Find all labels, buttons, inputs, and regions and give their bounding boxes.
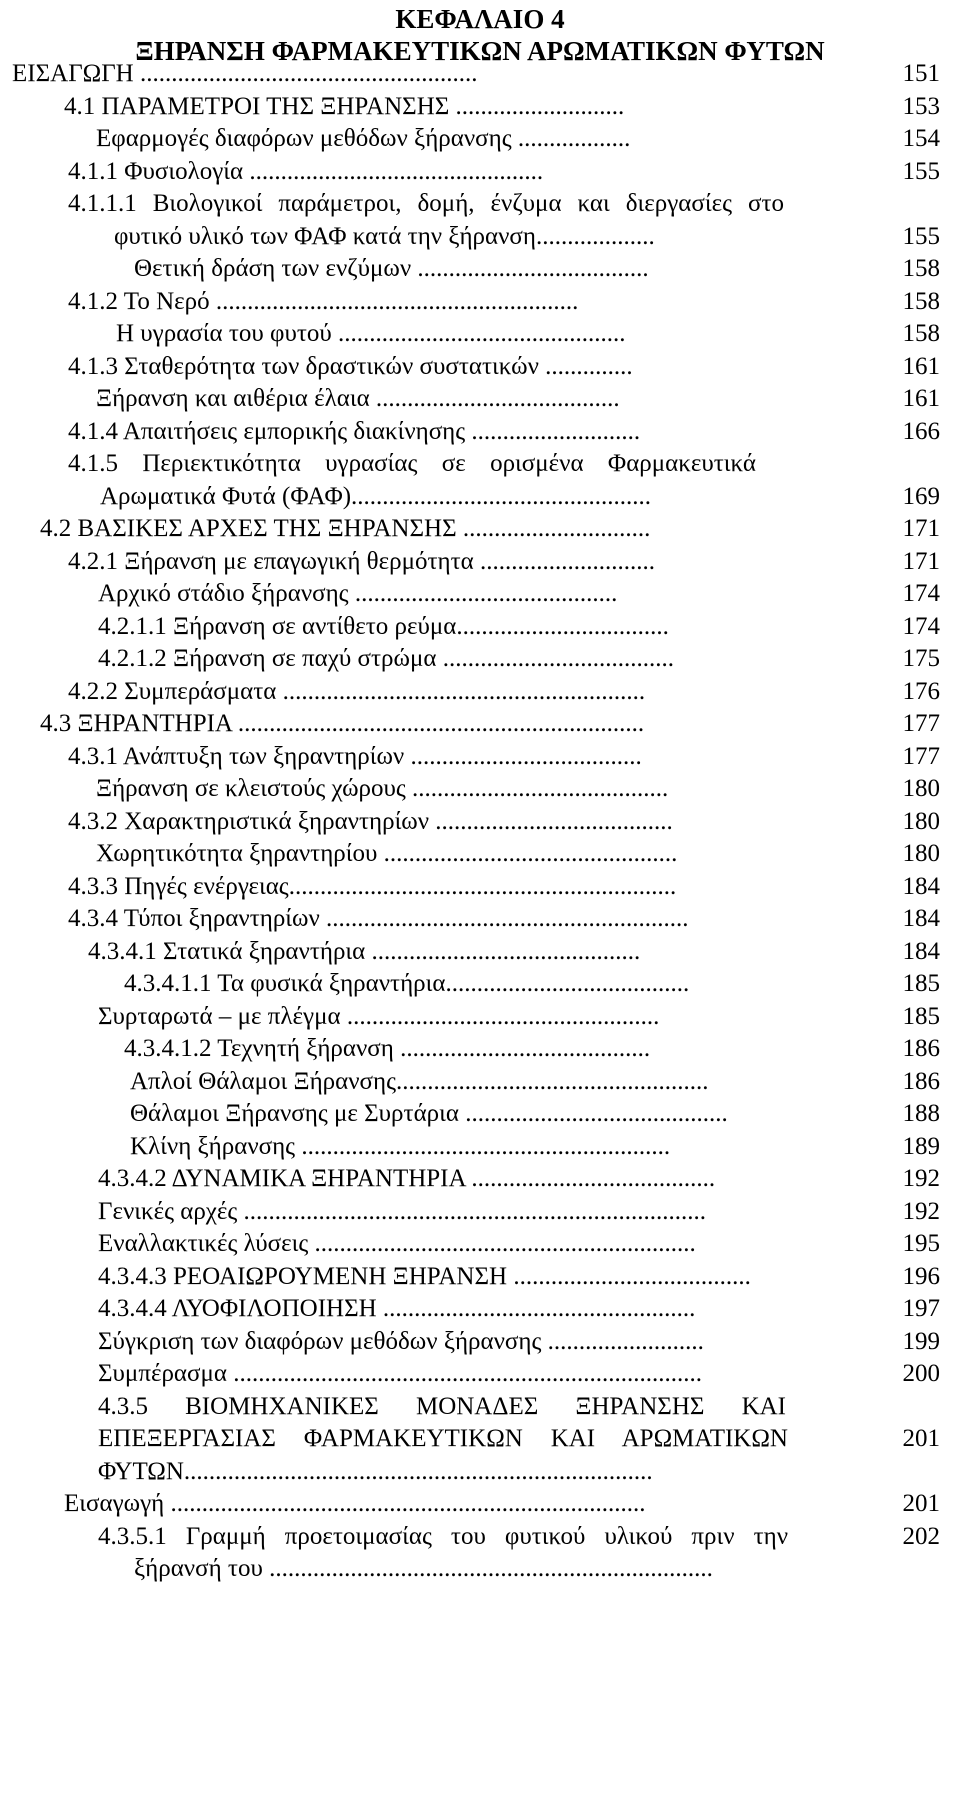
- toc-entry-page: 186: [902, 1067, 940, 1095]
- toc-entry-title: 4.1.5 Περιεκτικότητα υγρασίας σε ορισμένα Φαρμακευτικά: [68, 450, 756, 477]
- toc-entry-page: 185: [902, 1002, 940, 1030]
- toc-entry-page: 180: [902, 807, 940, 835]
- toc-entry-title: ΕΠΕΞΕΡΓΑΣΙΑΣ ΦΑΡΜΑΚΕΥΤΙΚΩΝ ΚΑΙ ΑΡΩΜΑΤΙΚΩΝ: [98, 1425, 788, 1452]
- toc-entry-page: 158: [902, 320, 940, 347]
- toc-entry-title: Εναλλακτικές λύσεις .............................................................: [98, 1230, 696, 1257]
- toc-entry-page: 161: [902, 385, 940, 412]
- toc-entry-title: 4.3.4.2 ΔΥΝΑΜΙΚΑ ΞΗΡΑΝΤΗΡΙΑ .......................................: [98, 1165, 716, 1192]
- toc-entry-title: 4.3.4.1.1 Τα φυσικά ξηραντήρια.......................................: [124, 970, 690, 997]
- toc-entry: [0, 1293, 960, 1326]
- toc-entry-title: Απλοί Θάλαμοι Ξήρανσης..................................................: [130, 1067, 709, 1095]
- toc-entry-page: 186: [902, 1035, 940, 1062]
- toc-entry: [0, 351, 960, 384]
- toc-entry-page: 176: [902, 677, 940, 705]
- toc-entry-page: 166: [902, 417, 940, 445]
- toc-entry-page: 184: [902, 872, 940, 900]
- toc-entry-page: 154: [902, 125, 940, 152]
- toc-entry-page: 200: [902, 1360, 940, 1387]
- toc-entry-title: 4.3.4.3 ΡΕΟΑΙΩΡΟΥΜΕΝΗ ΞΗΡΑΝΣΗ ......................................: [98, 1262, 751, 1290]
- toc-entry: [0, 611, 960, 644]
- toc-entry-title: Συμπέρασμα ...........................................................................: [98, 1360, 703, 1387]
- toc-entry-page: 174: [902, 580, 940, 607]
- toc-entry-page: 201: [902, 1425, 940, 1452]
- toc-entry: [0, 448, 960, 481]
- toc-entry: [0, 968, 960, 1001]
- toc-entry: [0, 58, 960, 91]
- toc-entry: [0, 1228, 960, 1261]
- toc-entry: [0, 1521, 960, 1554]
- toc-entry-title: Γενικές αρχές ..........................................................................: [98, 1197, 707, 1225]
- toc-entry-page: 158: [902, 287, 940, 315]
- toc-entry: [0, 708, 960, 741]
- toc-entry-title: 4.3 ΞΗΡΑΝΤΗΡΙΑ .................................................................: [40, 710, 645, 737]
- toc-entry: [0, 1553, 960, 1586]
- toc-entry: [0, 1488, 960, 1521]
- toc-entry-title: Εισαγωγή ............................................................................: [64, 1490, 646, 1517]
- toc-entry: [0, 1098, 960, 1131]
- toc-entry: [0, 1326, 960, 1359]
- toc-entry: [0, 156, 960, 189]
- toc-entry-title: φυτικό υλικό των ΦΑΦ κατά την ξήρανση...................: [114, 222, 655, 250]
- toc-entry-title: 4.2 ΒΑΣΙΚΕΣ ΑΡΧΕΣ ΤΗΣ ΞΗΡΑΝΣΗΣ ..............................: [40, 515, 651, 542]
- toc-entry-page: 175: [902, 645, 940, 672]
- toc-entry: [0, 546, 960, 579]
- toc-entry-title: 4.1.4 Απαιτήσεις εμπορικής διακίνησης ...........................: [68, 417, 641, 445]
- toc-entry-title: Συρταρωτά – με πλέγμα ..................................................: [98, 1002, 660, 1030]
- toc-entry-title: Ξήρανση και αιθέρια έλαια .......................................: [96, 385, 620, 412]
- toc-entry-title: Ξήρανση σε κλειστούς χώρους .........................................: [96, 775, 669, 802]
- toc-entry: [0, 1196, 960, 1229]
- toc-entry: [0, 1391, 960, 1424]
- toc-entry-page: 153: [902, 92, 940, 120]
- toc-entry-page: 180: [902, 840, 940, 867]
- table-of-contents: [0, 58, 960, 1586]
- toc-entry-title: 4.3.3 Πηγές ενέργειας..............................................................: [68, 872, 677, 900]
- toc-entry-title: Αρωματικά Φυτά (ΦΑΦ)................................................: [100, 482, 652, 510]
- toc-entry-title: Κλίνη ξήρανσης ...........................................................: [130, 1132, 671, 1160]
- toc-entry-page: 171: [902, 547, 940, 575]
- toc-entry: [0, 1066, 960, 1099]
- toc-entry: [0, 91, 960, 124]
- toc-entry: [0, 871, 960, 904]
- toc-entry-page: 196: [902, 1262, 940, 1290]
- toc-entry-page: 184: [902, 937, 940, 965]
- toc-entry-title: Αρχικό στάδιο ξήρανσης ..........................................: [98, 580, 618, 607]
- toc-entry-page: 202: [902, 1522, 940, 1550]
- toc-entry-title: 4.3.4.1.2 Τεχνητή ξήρανση ........................................: [124, 1035, 651, 1062]
- toc-entry-page: 192: [902, 1197, 940, 1225]
- toc-entry: [0, 1131, 960, 1164]
- chapter-number: ΚΕΦΑΛΑΙΟ 4: [395, 4, 565, 34]
- toc-entry-title: Σύγκριση των διαφόρων μεθόδων ξήρανσης .........................: [98, 1327, 704, 1355]
- toc-entry-page: 177: [902, 710, 940, 737]
- toc-entry: [0, 481, 960, 514]
- toc-entry-page: 177: [902, 742, 940, 770]
- toc-entry-page: 185: [902, 970, 940, 997]
- toc-entry-title: ΕΙΣΑΓΩΓΗ ......................................................: [12, 60, 478, 87]
- toc-entry: [0, 253, 960, 286]
- toc-entry-title: 4.3.5.1 Γραμμή προετοιμασίας του φυτικού υλικού πριν την: [98, 1522, 788, 1550]
- toc-entry-title: 4.2.1.1 Ξήρανση σε αντίθετο ρεύμα..................................: [98, 612, 669, 640]
- toc-entry-title: Θετική δράση των ενζύμων .....................................: [134, 255, 649, 282]
- toc-entry: [0, 1358, 960, 1391]
- toc-entry-page: 197: [902, 1295, 940, 1322]
- toc-entry-page: 192: [902, 1165, 940, 1192]
- toc-entry: [0, 286, 960, 319]
- toc-entry: [0, 578, 960, 611]
- toc-entry-title: 4.1 ΠΑΡΑΜΕΤΡΟΙ ΤΗΣ ΞΗΡΑΝΣΗΣ ...........................: [64, 92, 625, 120]
- toc-entry: [0, 1261, 960, 1294]
- toc-entry-title: 4.2.2 Συμπεράσματα ..........................................................: [68, 677, 646, 705]
- toc-entry-title: Εφαρμογές διαφόρων μεθόδων ξήρανσης ..................: [96, 125, 631, 152]
- toc-entry-title: Η υγρασία του φυτού ..............................................: [116, 320, 626, 347]
- toc-entry-page: 184: [902, 905, 940, 932]
- toc-entry-title: ξήρανσή του .......................................................................: [134, 1555, 713, 1582]
- toc-entry-title: 4.1.1 Φυσιολογία ...............................................: [68, 157, 544, 185]
- toc-entry-page: 155: [902, 222, 940, 250]
- toc-entry-page: 158: [902, 255, 940, 282]
- toc-entry: [0, 741, 960, 774]
- toc-entry: [0, 123, 960, 156]
- toc-entry: [0, 643, 960, 676]
- toc-entry-title: 4.3.1 Ανάπτυξη των ξηραντηρίων .....................................: [68, 742, 642, 770]
- toc-entry-page: 189: [902, 1132, 940, 1160]
- toc-entry-title: 4.3.2 Χαρακτηριστικά ξηραντηρίων ......................................: [68, 807, 673, 835]
- toc-entry-title: 4.3.4.4 ΛΥΟΦΙΛΟΠΟΙΗΣΗ ..................................................: [98, 1295, 696, 1322]
- toc-entry-page: 174: [902, 612, 940, 640]
- toc-entry-page: 151: [902, 60, 940, 87]
- toc-entry-title: 4.3.4.1 Στατικά ξηραντήρια ...........................................: [88, 937, 641, 965]
- toc-entry-title: 4.1.2 Το Νερό ..........................................................: [68, 287, 579, 315]
- toc-entry-page: 180: [902, 775, 940, 802]
- toc-entry: [0, 383, 960, 416]
- toc-entry-page: 199: [902, 1327, 940, 1355]
- toc-entry-title: 4.1.3 Σταθερότητα των δραστικών συστατικών ..............: [68, 352, 633, 380]
- toc-entry: [0, 1163, 960, 1196]
- toc-entry-page: 201: [902, 1490, 940, 1517]
- toc-entry: [0, 188, 960, 221]
- toc-entry: [0, 838, 960, 871]
- toc-entry-title: 4.3.4 Τύποι ξηραντηρίων ..........................................................: [68, 905, 689, 932]
- toc-entry-title: 4.2.1.2 Ξήρανση σε παχύ στρώμα .....................................: [98, 645, 674, 672]
- toc-entry-page: 171: [902, 515, 940, 542]
- toc-entry: [0, 318, 960, 351]
- toc-entry: [0, 903, 960, 936]
- toc-entry-title: 4.2.1 Ξήρανση με επαγωγική θερμότητα ............................: [68, 547, 656, 575]
- toc-entry: [0, 773, 960, 806]
- toc-entry-page: 155: [902, 157, 940, 185]
- toc-entry-page: 169: [902, 482, 940, 510]
- toc-entry: [0, 221, 960, 254]
- toc-entry-page: 161: [902, 352, 940, 380]
- toc-entry-title: Χωρητικότητα ξηραντηρίου ...............................................: [96, 840, 678, 867]
- toc-entry-title: 4.3.5 ΒΙΟΜΗΧΑΝΙΚΕΣ ΜΟΝΑΔΕΣ ΞΗΡΑΝΣΗΣ ΚΑΙ: [98, 1392, 786, 1420]
- toc-entry: [0, 1001, 960, 1034]
- toc-entry-title: 4.1.1.1 Βιολογικοί παράμετροι, δομή, ένζυμα και διεργασίες στο: [68, 190, 784, 217]
- toc-entry-title: Θάλαμοι Ξήρανσης με Συρτάρια ..........................................: [130, 1100, 728, 1127]
- toc-entry: [0, 513, 960, 546]
- toc-entry: [0, 676, 960, 709]
- toc-entry-title: ΦΥΤΩΝ...........................................................................: [98, 1457, 653, 1485]
- toc-entry: [0, 1423, 960, 1456]
- toc-entry: [0, 936, 960, 969]
- chapter-title: ΞΗΡΑΝΣΗ ΦΑΡΜΑΚΕΥΤΙΚΩΝ ΑΡΩΜΑΤΙΚΩΝ ΦΥΤΩΝ: [135, 36, 825, 66]
- toc-entry: [0, 1033, 960, 1066]
- toc-entry-page: 188: [902, 1100, 940, 1127]
- toc-entry: [0, 416, 960, 449]
- toc-entry: [0, 806, 960, 839]
- toc-entry-page: 195: [902, 1230, 940, 1257]
- toc-entry: [0, 1456, 960, 1489]
